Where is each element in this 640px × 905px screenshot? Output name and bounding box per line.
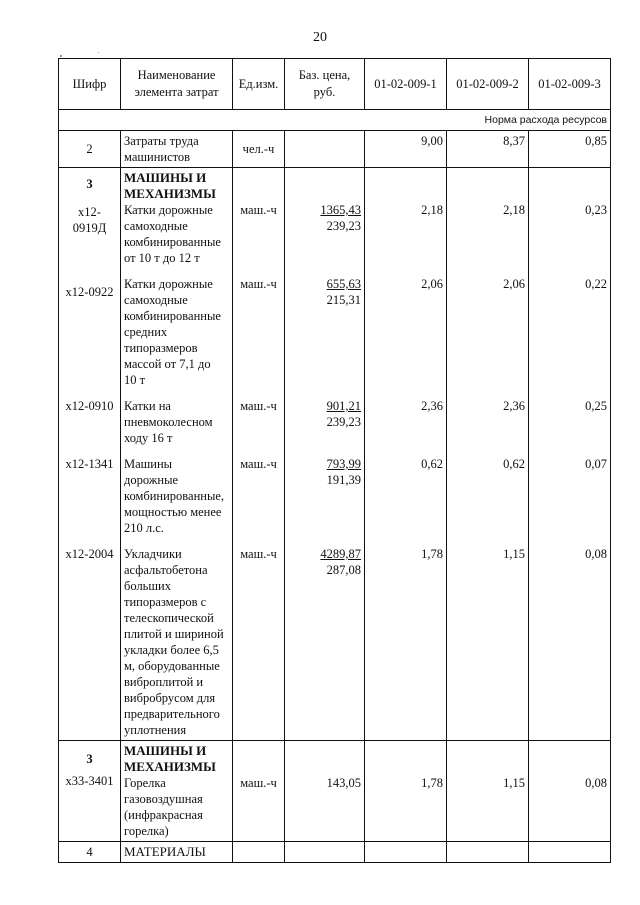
machines-prices (285, 168, 365, 741)
machines2-row (59, 741, 611, 842)
machine-price: 1365,43 (320, 203, 361, 217)
header-col2: 01-02-009-2 (447, 59, 529, 110)
labor-price (285, 131, 365, 168)
header-col1: 01-02-009-1 (365, 59, 447, 110)
machines-v1: 2,18 2,06 2,36 0,62 1,78 (365, 168, 447, 741)
machine-price: 4289,87 (320, 547, 361, 561)
machines2-names: МАШИНЫ И МЕХАНИЗМЫ Горелка газовоздушная (инфракрасная горелка) (121, 741, 233, 842)
machine-code: х12-1341 (65, 457, 114, 471)
header-unit: Ед.изм. (233, 59, 285, 110)
resource-norms-table (58, 58, 611, 863)
machine-price-sub: 215,31 (326, 293, 361, 307)
machine-unit: маш.-ч (240, 277, 277, 291)
page-number: 20 (313, 30, 327, 45)
labor-v3: 0,85 (529, 131, 611, 168)
machine-price: 655,63 (326, 277, 361, 291)
header-col3: 01-02-009-3 (529, 59, 611, 110)
machine-price-sub: 287,08 (326, 563, 361, 577)
machine-price: 793,99 (326, 457, 361, 471)
labor-code: 2 (59, 131, 121, 168)
machine-name: Катки дорожные (124, 203, 213, 217)
machines2-price: 143,05 (285, 741, 365, 842)
machine-price-sub: 239,23 (326, 415, 361, 429)
norm-label-row (59, 110, 611, 131)
machine-code: х12-2004 (65, 547, 114, 561)
machine-name: Укладчики (124, 547, 182, 561)
machines2-codes: 3 х33-3401 (59, 741, 121, 842)
machine-name: Горелка (124, 776, 166, 790)
header-price: Баз. цена, руб. (285, 59, 365, 110)
machines2-v2: 1,15 (447, 741, 529, 842)
machine-unit: маш.-ч (240, 457, 277, 471)
labor-v2: 8,37 (447, 131, 529, 168)
materials-code: 4 (59, 842, 121, 863)
table-header-row (59, 59, 611, 110)
machine-price-sub: 239,23 (326, 219, 361, 233)
machine-code: х33-3401 (65, 774, 114, 788)
labor-row (59, 131, 611, 168)
machines-codes: 3 х12-0919Д х12-0922 х12-0910 х12-1341 х12-2004 (59, 168, 121, 741)
machine-code: х12-0919Д (72, 205, 107, 235)
machines-v2: 2,18 2,06 2,36 0,62 1,15 (447, 168, 529, 741)
machine-name: Катки дорожные (124, 277, 213, 291)
machines-units (233, 168, 285, 741)
machines-v3: 0,23 0,22 0,25 0,07 0,08 (529, 168, 611, 741)
machine-unit: маш.-ч (240, 399, 277, 413)
labor-unit: чел.-ч (233, 131, 285, 168)
machine-unit: маш.-ч (240, 547, 277, 561)
materials-row (59, 842, 611, 863)
machine-price: 901,21 (326, 399, 361, 413)
machines-row (59, 168, 611, 741)
header-code: Шифр (59, 59, 121, 110)
machines2-unit: маш.-ч (233, 741, 285, 842)
machine-name: Машины (124, 457, 173, 471)
machine-code: х12-0922 (65, 285, 114, 299)
machine-name: Катки на (124, 399, 171, 413)
machine-unit: маш.-ч (240, 203, 277, 217)
machine-price-sub: 191,39 (326, 473, 361, 487)
header-name: Наименование элемента затрат (121, 59, 233, 110)
machines-names: МАШИНЫ И МЕХАНИЗМЫ Катки дорожные самоходные комбинированные от 10 т до 12 т Катки дорожные самоходные комбинированные средних типоразмеров массой от 7,1 до 10 т Катки на пневмоколесном ходу 16 т Машины дорожные комбинированные, мощностью менее 210 л.с. Укладчики асфальтобетона больших типоразмеров с телескопической плитой и шириной укладки более 6,5 м, оборудованные виброплитой и вибробрусом для предварительного уплотнения (121, 168, 233, 741)
machines2-v3: 0,08 (529, 741, 611, 842)
scan-speck (60, 55, 62, 57)
norm-label: Норма расхода ресурсов (59, 110, 611, 131)
labor-v1: 9,00 (365, 131, 447, 168)
machine-code: х12-0910 (65, 399, 114, 413)
materials-title: МАТЕРИАЛЫ (121, 842, 233, 863)
scan-speck (98, 52, 99, 53)
labor-name: Затраты труда машинистов (121, 131, 233, 168)
machines2-v1: 1,78 (365, 741, 447, 842)
